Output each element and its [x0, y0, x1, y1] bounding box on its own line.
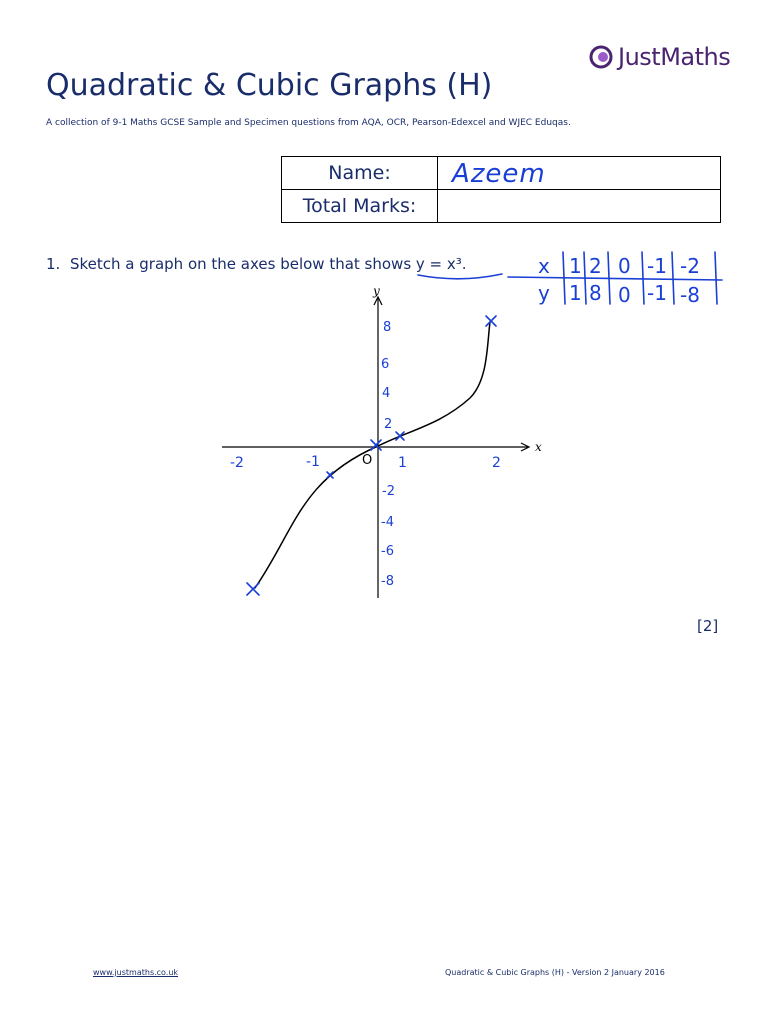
value-table	[508, 252, 722, 307]
question-number: 1.	[46, 255, 61, 273]
value-table-cell: -2	[680, 254, 700, 278]
value-table-x-header: x	[538, 254, 550, 278]
x-tick-label: 2	[492, 455, 501, 471]
cubic-curve	[255, 322, 490, 588]
x-axis-label: x	[535, 440, 542, 454]
value-table-rule	[608, 252, 610, 304]
point-cross	[396, 432, 404, 440]
value-table-rule	[642, 252, 644, 304]
value-table-rule	[672, 252, 674, 304]
value-table-cell: 8	[589, 281, 602, 305]
value-table-rule	[715, 252, 717, 304]
y-tick-label: 8	[383, 320, 392, 335]
question-marks: [2]	[697, 617, 719, 635]
value-table-cell: -1	[647, 281, 667, 305]
x-tick-label: 1	[398, 455, 407, 471]
value-table-cell: 0	[618, 283, 631, 307]
y-tick-label: -4	[381, 515, 394, 530]
y-tick-label: -2	[382, 484, 395, 499]
x-tick-label: -1	[306, 454, 320, 470]
name-label: Name:	[282, 157, 438, 190]
value-table-cell: -8	[680, 283, 700, 307]
total-marks-label: Total Marks:	[282, 190, 438, 223]
name-value: Azeem	[452, 159, 546, 189]
point-cross	[247, 583, 259, 595]
y-tick-label: 6	[381, 357, 390, 372]
value-table-cell: 2	[589, 254, 602, 278]
y-tick-label: 4	[382, 386, 391, 401]
origin-label: O	[362, 453, 373, 468]
footer-doc-info: Quadratic & Cubic Graphs (H) - Version 2 January 2016	[445, 968, 665, 977]
question-text: Sketch a graph on the axes below that shows y = x³.	[70, 255, 467, 273]
x-tick-label: -2	[230, 455, 244, 471]
y-axis-label: y	[373, 284, 380, 298]
logo-text: JustMaths	[618, 43, 731, 71]
value-table-cell: -1	[647, 254, 667, 278]
y-tick-labels	[381, 320, 395, 589]
value-table-rule	[584, 252, 586, 304]
y-tick-label: -8	[381, 574, 394, 589]
value-table-rule	[563, 252, 565, 304]
y-tick-label: -6	[381, 544, 394, 559]
footer-website-link[interactable]: www.justmaths.co.uk	[93, 968, 179, 977]
equation-underline	[418, 274, 502, 279]
value-table-cell: 1	[569, 254, 582, 278]
value-table-cell: 0	[618, 254, 631, 278]
point-cross	[327, 472, 333, 478]
page-title: Quadratic & Cubic Graphs (H)	[46, 68, 493, 103]
value-table-cell: 1	[569, 281, 582, 305]
point-cross	[486, 316, 496, 326]
value-table-y-header: y	[538, 281, 550, 305]
y-tick-label: 2	[384, 417, 393, 432]
page-subtitle: A collection of 9-1 Maths GCSE Sample and Specimen questions from AQA, OCR, Pearson-Edexcel and WJEC Eduqas.	[46, 118, 571, 128]
